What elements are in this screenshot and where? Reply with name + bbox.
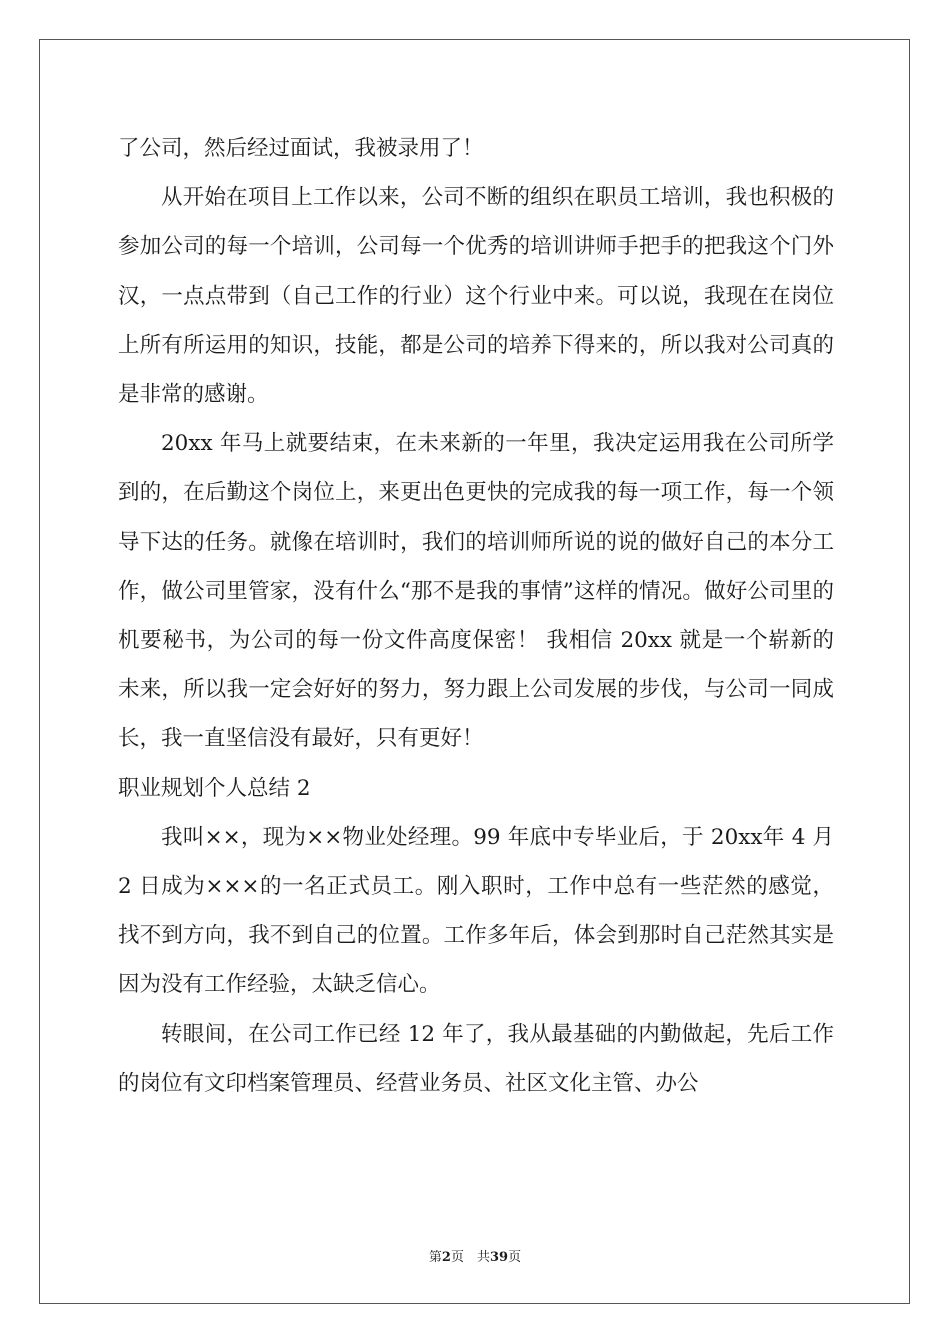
page-middle: 页 共 bbox=[450, 1250, 490, 1265]
paragraph-future-plan: 20xx 年马上就要结束，在未来新的一年里，我决定运用我在公司所学到的，在后勤这个岗位上，来更出色更快的完成我的每一项工作，每一个领导下达的任务。就像在培训时，我们的培训师所说的说的做好自己的本分工作，做公司里管家，没有什么“那不是我的事情”这样的情况。做好公司里的机要秘书，为公司的每一份文件高度保密！ 我相信 20xx 就是一个崭新的未来，所以我一定会好好的努力，努力跟上公司发展的步伐，与公司一同成长，我一直坚信没有最好，只有更好！ bbox=[118, 431, 834, 752]
page-current: 2 bbox=[441, 1250, 451, 1265]
page-prefix: 第 bbox=[428, 1250, 442, 1265]
paragraph-career-history: 转眼间，在公司工作已经 12 年了，我从最基础的内勤做起，先后工作的岗位有文印档案管理员、经营业务员、社区文化主管、办公 bbox=[118, 1021, 834, 1096]
paragraph-training: 从开始在项目上工作以来，公司不断的组织在职员工培训，我也积极的参加公司的每一个培训，公司每一个优秀的培训讲师手把手的把我这个门外汉，一点点带到（自己工作的行业）这个行业中来。可以说，我现在在岗位上所有所运用的知识，技能，都是公司的培养下得来的，所以我对公司真的是非常的感谢。 bbox=[118, 185, 834, 408]
section-heading: 职业规划个人总结 2 bbox=[118, 775, 311, 801]
page-suffix: 页 bbox=[508, 1250, 522, 1265]
paragraph-introduction: 我叫××，现为××物业处经理。99 年底中专毕业后，于 20xx年 4 月 2 日成为×××的一名正式员工。刚入职时，工作中总有一些茫然的感觉，找不到方向，我不到自己的位置。工作多年后，体会到那时自己茫然其实是因为没有工作经验，太缺乏信心。 bbox=[118, 824, 834, 998]
page-total: 39 bbox=[489, 1250, 509, 1265]
page-footer bbox=[0, 1246, 950, 1265]
paragraph-continuation: 了公司，然后经过面试，我被录用了！ bbox=[118, 136, 484, 161]
document-body bbox=[118, 124, 834, 1108]
